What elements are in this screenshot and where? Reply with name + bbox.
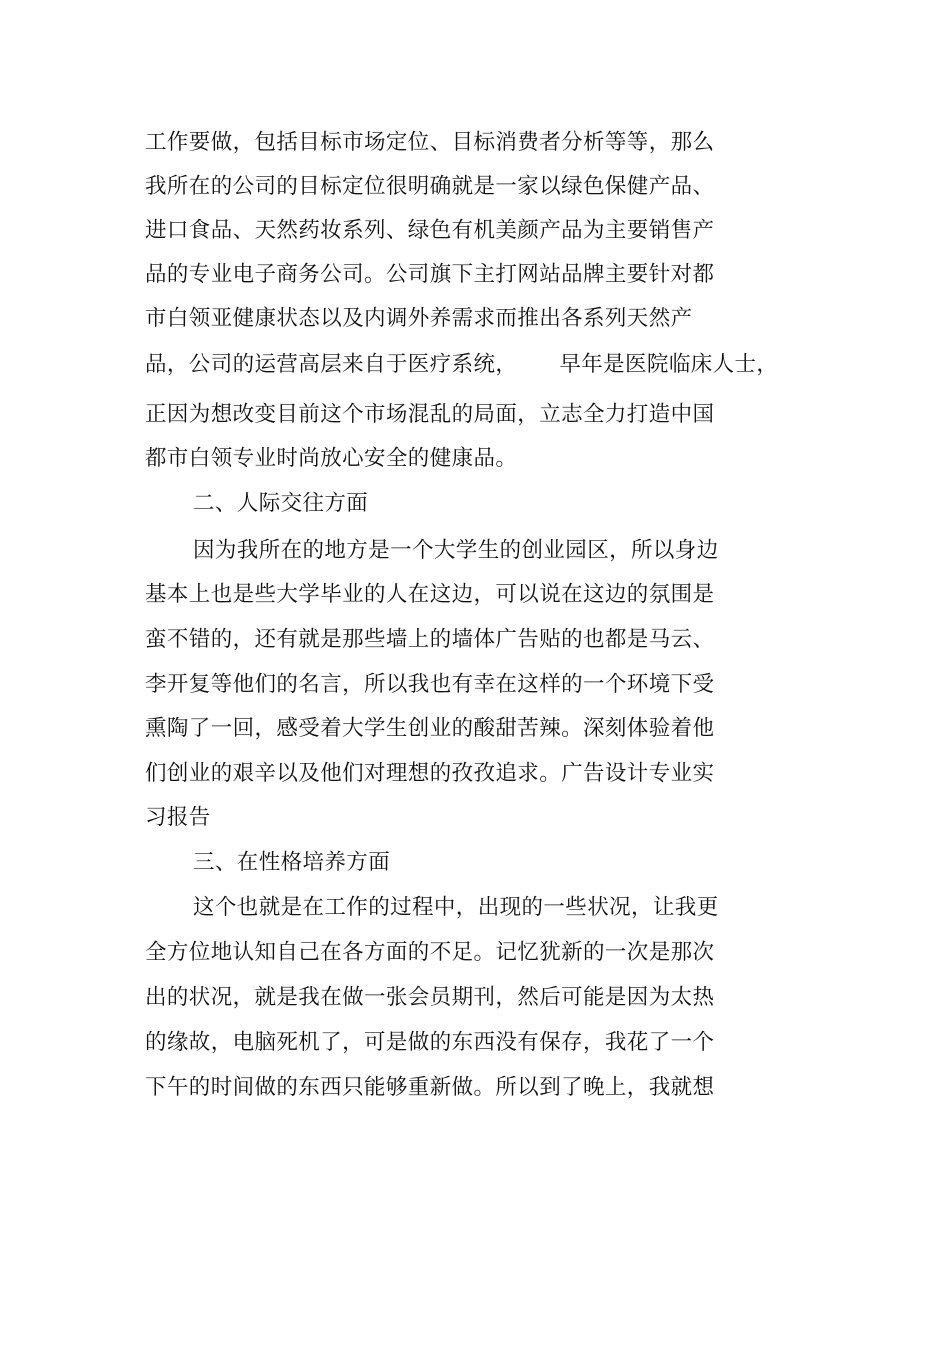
text-line: 习报告 xyxy=(145,805,211,830)
text-line: 基本上也是些大学毕业的人在这边，可以说在这边的氛围是 xyxy=(145,582,715,607)
text-line: 这个也就是在工作的过程中，出现的一些状况，让我更 xyxy=(193,895,719,920)
text-line: 工作要做，包括目标市场定位、目标消费者分析等等，那么 xyxy=(145,130,715,155)
text-segment: 品，公司的运营高层来自于医疗系统， xyxy=(145,352,518,377)
text-line: 熏陶了一回，感受着大学生创业的酸甜苦辣。深刻体验着他 xyxy=(145,716,715,741)
text-line: 李开复等他们的名言，所以我也有幸在这样的一个环境下受 xyxy=(145,672,715,697)
text-line: 出的状况，就是我在做一张会员期刊，然后可能是因为太热 xyxy=(145,985,715,1010)
text-line: 品的专业电子商务公司。公司旗下主打网站品牌主要针对都 xyxy=(145,262,715,287)
section-heading: 三、在性格培养方面 xyxy=(193,850,391,875)
text-line: 们创业的艰辛以及他们对理想的孜孜追求。广告设计专业实 xyxy=(145,761,715,786)
text-line: 的缘故，电脑死机了，可是做的东西没有保存，我花了一个 xyxy=(145,1030,715,1055)
text-line: 蛮不错的，还有就是那些墙上的墙体广告贴的也都是马云、 xyxy=(145,627,715,652)
section-heading: 二、人际交往方面 xyxy=(193,491,369,516)
text-line: 全方位地认知自己在各方面的不足。记忆犹新的一次是那次 xyxy=(145,940,715,965)
text-line: 因为我所在的地方是一个大学生的创业园区，所以身边 xyxy=(193,538,719,563)
text-line: 下午的时间做的东西只能够重新做。所以到了晚上，我就想 xyxy=(145,1075,715,1100)
text-line: 都市白领专业时尚放心安全的健康品。 xyxy=(145,446,518,471)
text-line xyxy=(145,343,778,387)
text-line: 正因为想改变目前这个市场混乱的局面，立志全力打造中国 xyxy=(145,402,715,427)
text-segment: 早年是医院临床人士， xyxy=(559,352,779,377)
text-line: 市白领亚健康状态以及内调外养需求而推出各系列天然产 xyxy=(145,306,693,331)
text-line: 进口食品、天然药妆系列、绿色有机美颜产品为主要销售产 xyxy=(145,218,715,243)
text-line: 我所在的公司的目标定位很明确就是一家以绿色保健产品、 xyxy=(145,174,715,199)
